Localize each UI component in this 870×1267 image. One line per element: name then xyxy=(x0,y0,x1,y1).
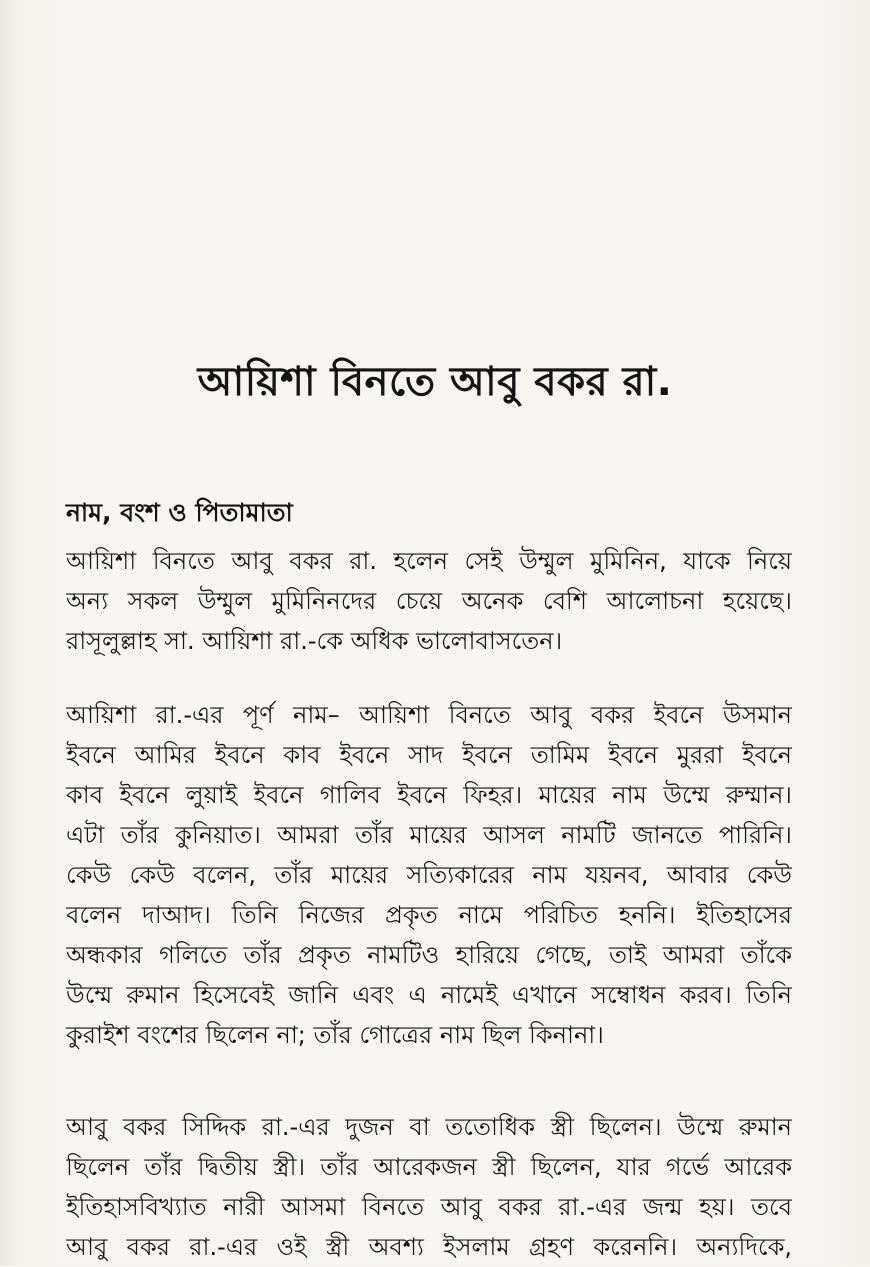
paragraph-line: কাব ইবনে লুয়াই ইবনে গালিব ইবনে ফিহর। মায়ের নাম উম্মে রুম্মান। xyxy=(66,781,792,809)
paragraph-line: এটা তাঁর কুনিয়াত। আমরা তাঁর মায়ের আসল নামটি জানতে পারিনি। xyxy=(66,821,792,849)
paragraph-line: অন্য সকল উম্মুল মুমিনিনদের চেয়ে অনেক বেশি আলোচনা হয়েছে। xyxy=(66,587,792,615)
paragraph-3 xyxy=(66,1107,792,1267)
paragraph-line: কেউ কেউ বলেন, তাঁর মায়ের সত্যিকারের নাম যয়নব, আবার কেউ xyxy=(66,861,792,889)
paragraph-1 xyxy=(66,541,792,661)
paragraph-line: ইবনে আমির ইবনে কাব ইবনে সাদ ইবনে তামিম ইবনে মুররা ইবনে xyxy=(66,741,792,769)
paragraph-line: আবু বকর সিদ্দিক রা.-এর দুজন বা ততোধিক স্ত্রী ছিলেন। উম্মে রুমান xyxy=(66,1113,792,1141)
paragraph-line: অন্ধকার গলিতে তাঁর প্রকৃত নামটিও হারিয়ে গেছে, তাই আমরা তাঁকে xyxy=(66,941,792,969)
paragraph-line: আয়িশা বিনতে আবু বকর রা. হলেন সেই উম্মুল মুমিনিন, যাকে নিয়ে xyxy=(66,547,792,575)
paragraph-line: রাসূলুল্লাহ সা. আয়িশা রা.-কে অধিক ভালোবাসতেন। xyxy=(66,627,563,655)
paragraph-line: উম্মে রুমান হিসেবেই জানি এবং এ নামেই এখানে সম্বোধন করব। তিনি xyxy=(66,981,792,1009)
paragraph-line: আয়িশা রা.-এর পূর্ণ নাম– আয়িশা বিনতে আবু বকর ইবনে উসমান xyxy=(66,701,792,729)
chapter-title: আয়িশা বিনতে আবু বকর রা. xyxy=(197,359,673,405)
paragraph-line: বলেন দাআদ। তিনি নিজের প্রকৃত নামে পরিচিত হননি। ইতিহাসের xyxy=(66,901,792,929)
paragraph-line: ছিলেন তাঁর দ্বিতীয় স্ত্রী। তাঁর আরেকজন স্ত্রী ছিলেন, যার গর্ভে আরেক xyxy=(66,1153,792,1181)
paragraph-2 xyxy=(66,695,792,1055)
paragraph-line: আবু বকর রা.-এর ওই স্ত্রী অবশ্য ইসলাম গ্রহণ করেননি। অন্যদিকে, xyxy=(66,1233,792,1261)
paragraph-line: কুরাইশ বংশের ছিলেন না; তাঁর গোত্রের নাম ছিল কিনানা। xyxy=(66,1021,604,1049)
paragraph-line: ইতিহাসবিখ্যাত নারী আসমা বিনতে আবু বকর রা.-এর জন্ম হয়। তবে xyxy=(66,1193,792,1221)
section-heading: নাম, বংশ ও পিতামাতা xyxy=(66,498,293,527)
